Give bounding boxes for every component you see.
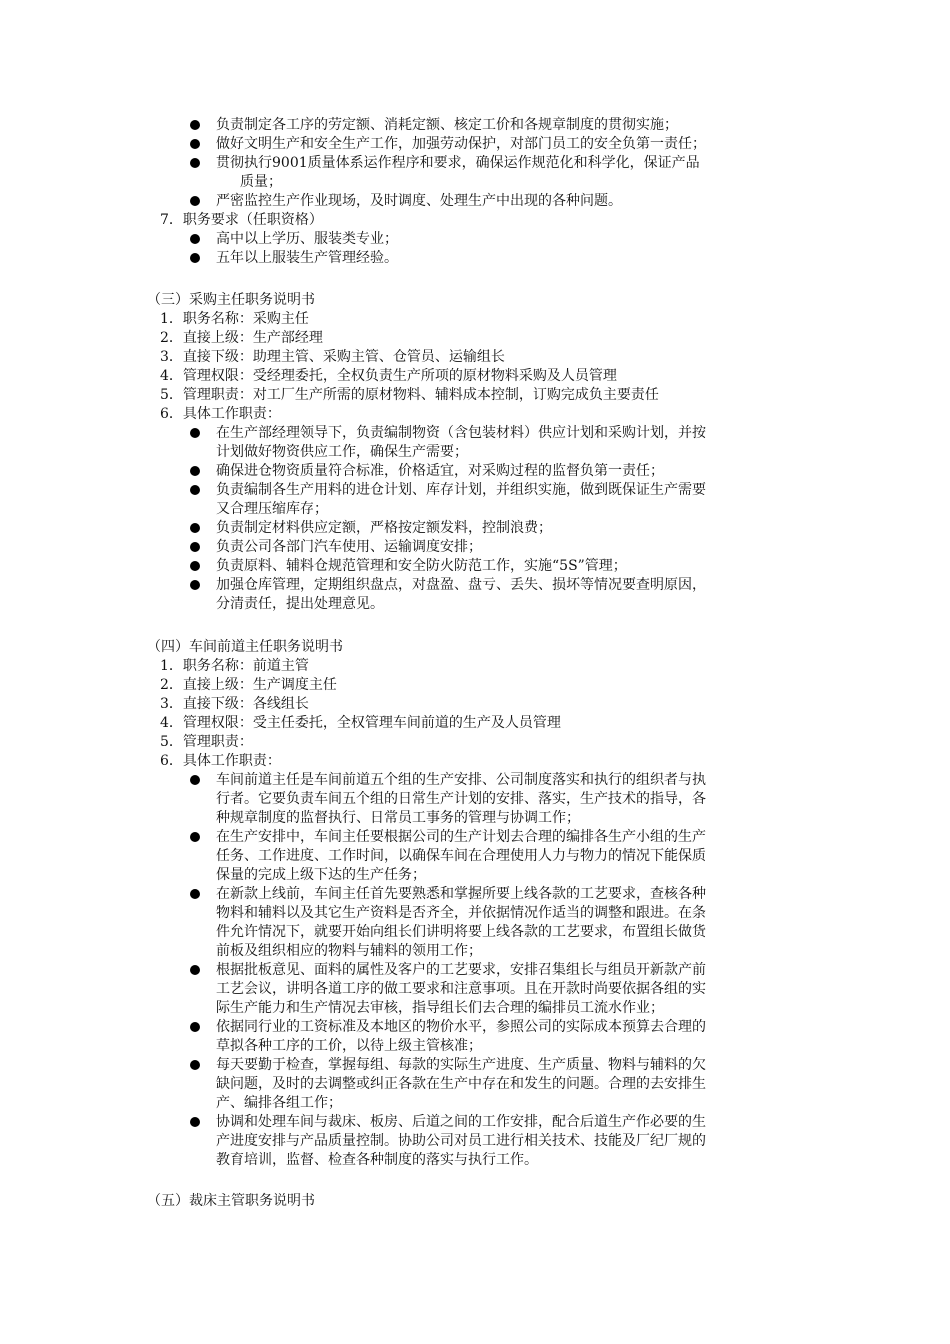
section-heading: （五）裁床主管职务说明书 — [147, 1193, 315, 1209]
bullet-text: 分清责任，提出处理意见。 — [216, 596, 384, 612]
bullet-text: 草拟各种工序的工价，以待上级主管核准； — [216, 1038, 482, 1054]
bullet-text: 又合理压缩库存； — [216, 501, 328, 517]
list-item: 1．职务名称：前道主管 — [160, 658, 309, 674]
bullet-icon — [190, 523, 200, 533]
bullet-text: 确保进仓物资质量符合标准，价格适宜，对采购过程的监督负第一责任； — [216, 463, 664, 479]
bullet-text: 件允许情况下，就要开始向组长们讲明将要上线各款的工艺要求，布置组长做货 — [216, 924, 706, 940]
bullet-text: 负责制定材料供应定额，严格按定额发料，控制浪费； — [216, 520, 552, 536]
list-item: 2．直接上级：生产调度主任 — [160, 677, 337, 693]
section-heading: （三）采购主任职务说明书 — [147, 292, 315, 308]
bullet-icon — [190, 1022, 200, 1032]
list-item: 1．职务名称：采购主任 — [160, 311, 309, 327]
bullet-text: 种规章制度的监督执行、日常员工事务的管理与协调工作； — [216, 810, 580, 826]
list-item: 5．管理职责：对工厂生产所需的原材物料、辅料成本控制，订购完成负主要责任 — [160, 387, 659, 403]
bullet-text: 协调和处理车间与裁床、板房、后道之间的工作安排，配合后道生产作必要的生 — [216, 1114, 706, 1130]
bullet-text: 加强仓库管理，定期组织盘点，对盘盈、盘亏、丢失、损坏等情况要查明原因， — [216, 577, 706, 593]
bullet-icon — [190, 965, 200, 975]
bullet-text: 依据同行业的工资标准及本地区的物价水平，参照公司的实际成本预算去合理的 — [216, 1019, 706, 1035]
bullet-text: 严密监控生产作业现场，及时调度、处理生产中出现的各种问题。 — [216, 193, 622, 209]
bullet-text: 在生产部经理领导下，负责编制物资（含包装材料）供应计划和采购计划，并按 — [216, 425, 706, 441]
bullet-icon — [190, 234, 200, 244]
bullet-text: 计划做好物资供应工作，确保生产需要； — [216, 444, 468, 460]
bullet-text: 负责制定各工序的劳定额、消耗定额、核定工价和各规章制度的贯彻实施； — [216, 117, 678, 133]
list-item: 3．直接下级：助理主管、采购主管、仓管员、运输组长 — [160, 349, 505, 365]
bullet-icon — [190, 1117, 200, 1127]
bullet-icon — [190, 580, 200, 590]
bullet-icon — [190, 1060, 200, 1070]
bullet-text: 贯彻执行9001质量体系运作程序和要求，确保运作规范化和科学化，保证产品 — [216, 155, 700, 171]
bullet-text: 物料和辅料以及其它生产资料是否齐全，并依据情况作适当的调整和跟进。在条 — [216, 905, 706, 921]
bullet-text: 产进度安排与产品质量控制。协助公司对员工进行相关技术、技能及厂纪厂规的 — [216, 1133, 706, 1149]
bullet-text: 教育培训，监督、检查各种制度的落实与执行工作。 — [216, 1152, 538, 1168]
list-item: 4．管理权限：受主任委托，全权管理车间前道的生产及人员管理 — [160, 715, 561, 731]
bullet-icon — [190, 775, 200, 785]
bullet-text: 行者。它要负责车间五个组的日常生产计划的安排、落实，生产技术的指导，各 — [216, 791, 706, 807]
list-item: 5．管理职责： — [160, 734, 253, 750]
bullet-text: 五年以上服装生产管理经验。 — [216, 250, 398, 266]
bullet-text: 产、编排各组工作； — [216, 1095, 342, 1111]
bullet-text: 保量的完成上级下达的生产任务； — [216, 867, 426, 883]
bullet-text: 前板及组织相应的物料与辅料的领用工作； — [216, 943, 482, 959]
bullet-icon — [190, 120, 200, 130]
list-item: 4．管理权限：受经理委托，全权负责生产所项的原材物料采购及人员管理 — [160, 368, 617, 384]
list-item: 3．直接下级：各线组长 — [160, 696, 309, 712]
bullet-text: 在生产安排中，车间主任要根据公司的生产计划去合理的编排各生产小组的生产 — [216, 829, 706, 845]
bullet-text: 际生产能力和生产情况去审核，指导组长们去合理的编排员工流水作业； — [216, 1000, 664, 1016]
bullet-icon — [190, 561, 200, 571]
section-heading: （四）车间前道主任职务说明书 — [147, 639, 343, 655]
bullet-text: 做好文明生产和安全生产工作，加强劳动保护，对部门员工的安全负第一责任； — [216, 136, 706, 152]
bullet-text: 质量； — [240, 174, 282, 190]
bullet-text: 每天要勤于检查，掌握每组、每款的实际生产进度、生产质量、物料与辅料的欠 — [216, 1057, 706, 1073]
bullet-text: 高中以上学历、服装类专业； — [216, 231, 398, 247]
bullet-text: 负责原料、辅料仓规范管理和安全防火防范工作，实施“5S”管理； — [216, 558, 627, 574]
bullet-text: 车间前道主任是车间前道五个组的生产安排、公司制度落实和执行的组织者与执 — [216, 772, 706, 788]
bullet-text: 负责公司各部门汽车使用、运输调度安排； — [216, 539, 482, 555]
list-item: 6．具体工作职责： — [160, 406, 281, 422]
bullet-icon — [190, 485, 200, 495]
bullet-icon — [190, 253, 200, 263]
bullet-icon — [190, 158, 200, 168]
bullet-icon — [190, 428, 200, 438]
bullet-icon — [190, 139, 200, 149]
list-item: 6．具体工作职责： — [160, 753, 281, 769]
bullet-icon — [190, 196, 200, 206]
bullet-text: 工艺会议，讲明各道工序的做工要求和注意事项。且在开款时尚要依据各组的实 — [216, 981, 706, 997]
bullet-text: 根据批板意见、面料的属性及客户的工艺要求，安排召集组长与组员开新款产前 — [216, 962, 706, 978]
bullet-text: 在新款上线前，车间主任首先要熟悉和掌握所要上线各款的工艺要求，查核各种 — [216, 886, 706, 902]
list-item: 2．直接上级：生产部经理 — [160, 330, 323, 346]
bullet-icon — [190, 466, 200, 476]
bullet-icon — [190, 542, 200, 552]
list-item: 7．职务要求（任职资格） — [160, 212, 323, 228]
bullet-text: 负责编制各生产用料的进仓计划、库存计划，并组织实施，做到既保证生产需要 — [216, 482, 706, 498]
bullet-text: 任务、工作进度、工作时间，以确保车间在合理使用人力与物力的情况下能保质 — [216, 848, 706, 864]
bullet-icon — [190, 832, 200, 842]
bullet-text: 缺问题，及时的去调整或纠正各款在生产中存在和发生的问题。合理的去安排生 — [216, 1076, 706, 1092]
bullet-icon — [190, 889, 200, 899]
